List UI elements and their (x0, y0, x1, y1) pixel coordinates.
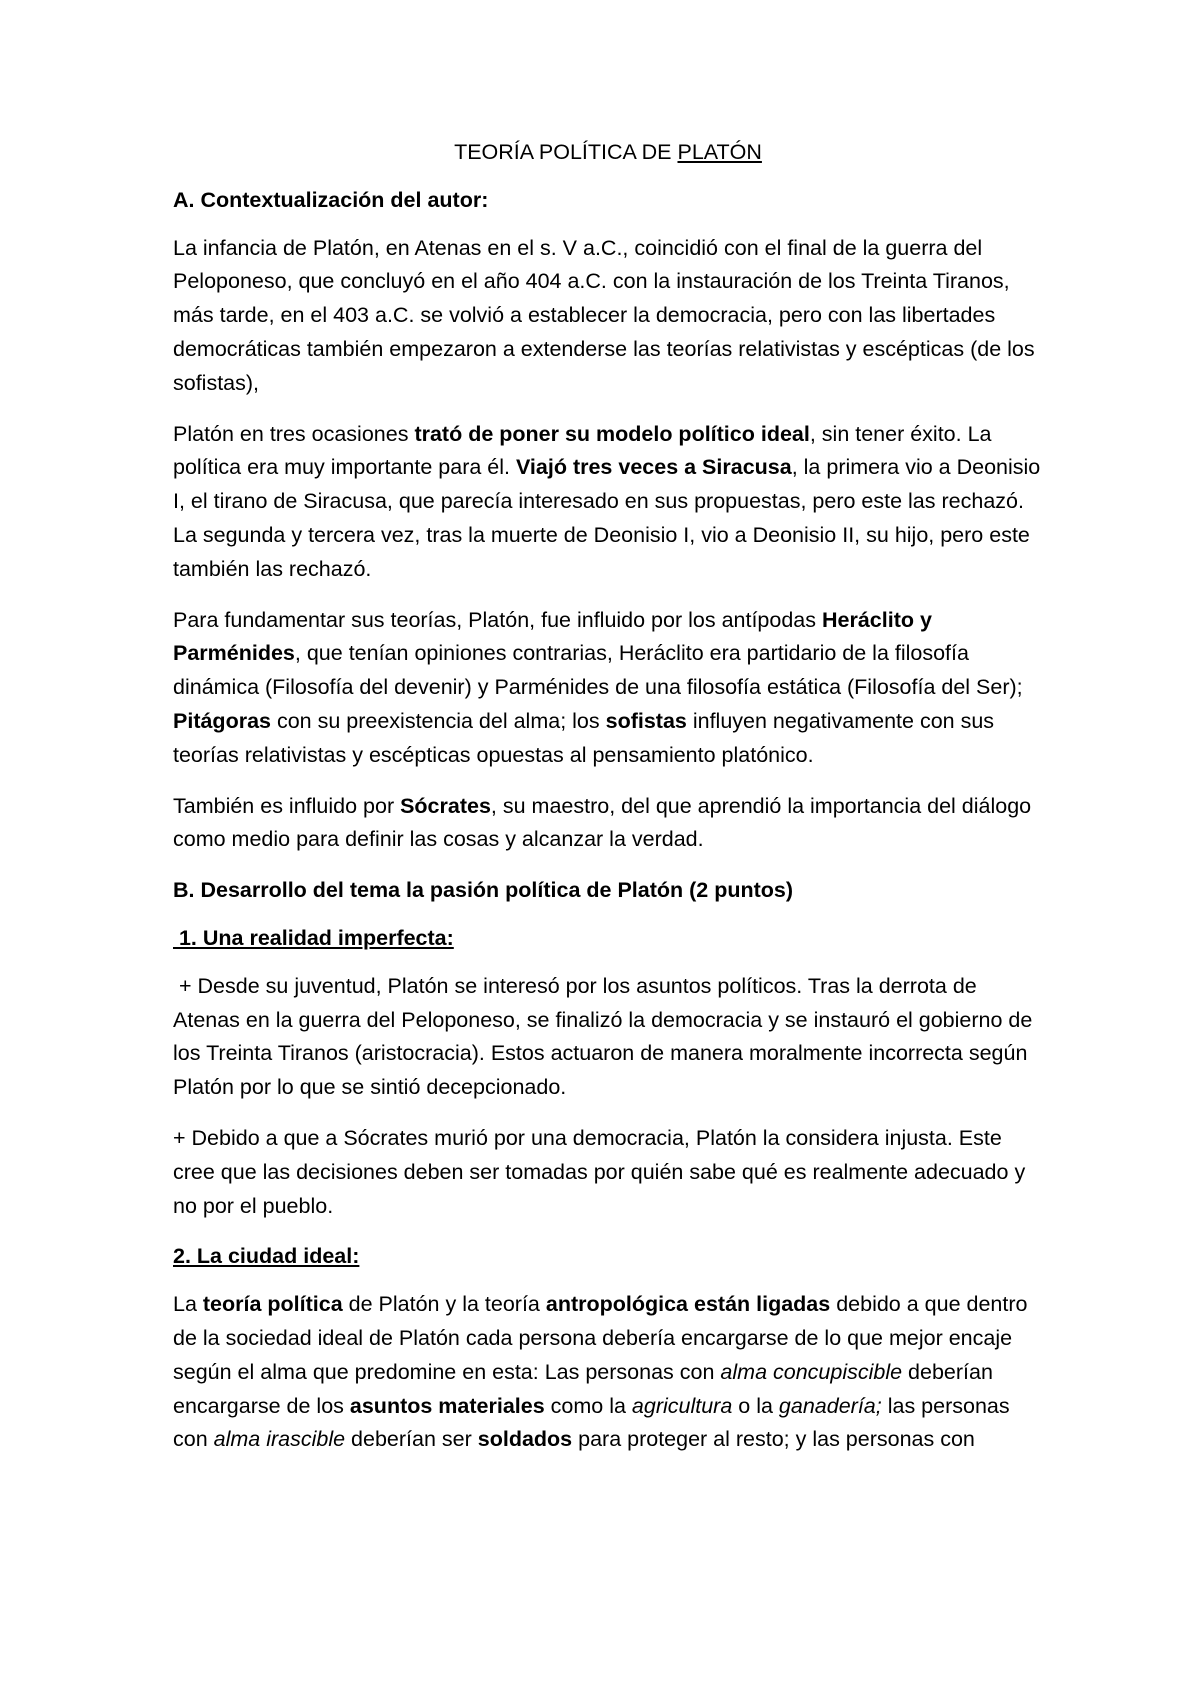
text-run: La (173, 1292, 203, 1317)
section-a-heading: A. Contextualización del autor: (173, 187, 489, 212)
section-b-heading: B. Desarrollo del tema la pasión política de Platón (2 puntos) (173, 878, 794, 903)
bold-phrase: sofistas (605, 708, 687, 733)
subsection-1-heading: 1. Una realidad imperfecta: (173, 925, 454, 950)
paragraph-context-infancia: La infancia de Platón, en Atenas en el s. V a.C., coincidió con el final de la guerra del Peloponeso, que concluyó en el año 404 a.C. con la instauración de los Treinta Tiranos, más tarde, en el 403 a.C. se volvió a establecer la democracia, pero con las libertades democráticas también empezaron a extenderse las teorías relativistas y escépticas (de los sofistas), (173, 235, 1035, 395)
title-underlined-word: PLATÓN (677, 140, 762, 164)
text-run: o la (732, 1393, 779, 1418)
subsection-2-heading: 2. La ciudad ideal: (173, 1244, 360, 1269)
text-run: influyen negativamente con sus teorías relativistas y escépticas opuestas al pensamiento platónico. (173, 708, 995, 767)
italic-phrase: ganadería; (778, 1393, 882, 1418)
italic-phrase: alma concupiscible (720, 1359, 903, 1384)
text-run: como la (544, 1393, 632, 1418)
text-run: para proteger al resto; y las personas con (572, 1427, 975, 1452)
text-run: , la primera vio a Deonisio I, el tirano de Siracusa, que parecía interesado en sus propuestas, pero este las rechazó. La segunda y tercera vez, tras la muerte de Deonisio I, vio a Deonisio II, su hijo, pero este también las rechazó. (173, 455, 1041, 581)
bold-phrase: trató de poner su modelo político ideal (414, 421, 810, 446)
text-run: , que tenían opiniones contrarias, Heráclito era partidario de la filosofía dinámica (Filosofía del devenir) y Parménides de una filosofía estática (Filosofía del Ser); (173, 641, 1023, 700)
bold-phrase: Sócrates (400, 793, 491, 818)
title-prefix: TEORÍA POLÍTICA DE (454, 140, 678, 164)
text-run: con su preexistencia del alma; los (270, 708, 606, 733)
bold-phrase: soldados (477, 1427, 573, 1452)
bold-phrase: Heráclito y Parménides (173, 607, 932, 666)
bold-phrase: asuntos materiales (349, 1393, 545, 1418)
paragraph-socrates (173, 790, 1043, 858)
text-run: Para fundamentar sus teorías, Platón, fue influido por los antípodas (173, 607, 822, 632)
text-run: , su maestro, del que aprendió la importancia del diálogo como medio para definir las cosas y alcanzar la verdad. (173, 793, 1032, 852)
text-run: Platón en tres ocasiones (173, 421, 415, 446)
text-run: deberían encargarse de los (173, 1359, 993, 1418)
bold-phrase: Viajó tres veces a Siracusa (515, 455, 792, 480)
text-run: las personas con (173, 1393, 1010, 1452)
document-title (173, 136, 1043, 170)
bold-phrase: teoría política (202, 1292, 343, 1317)
text-run: deberían ser (345, 1427, 478, 1452)
text-run: debido a que dentro de la sociedad ideal de Platón cada persona debería encargarse de lo que mejor encaje según el alma que predomine en esta: Las personas con (173, 1292, 1028, 1384)
italic-phrase: agricultura (631, 1393, 733, 1418)
text-run: de Platón y la teoría (342, 1292, 546, 1317)
paragraph-influencias (173, 604, 1043, 773)
paragraph-juventud: + Desde su juventud, Platón se interesó por los asuntos políticos. Tras la derrota de Atenas en la guerra del Peloponeso, se finalizó la democracia y se instauró el gobierno de los Treinta Tiranos (aristocracia). Estos actuaron de manera moralmente incorrecta según Platón por lo que se sintió decepcionado. (173, 973, 1039, 1100)
text-run: , sin tener éxito. La política era muy importante para él. (173, 421, 992, 480)
bold-phrase: antropológica están ligadas (545, 1292, 831, 1317)
text-run: También es influido por (173, 793, 401, 818)
paragraph-siracusa (173, 418, 1043, 587)
paragraph-ciudad-ideal (173, 1288, 1043, 1457)
document-page (173, 136, 1043, 1474)
italic-phrase: alma irascible (213, 1427, 346, 1452)
bold-phrase: Pitágoras (173, 708, 271, 733)
paragraph-democracia-injusta: + Debido a que a Sócrates murió por una democracia, Platón la considera injusta. Este cree que las decisiones deben ser tomadas por quién sabe qué es realmente adecuado y no por el pueblo. (173, 1125, 1026, 1218)
